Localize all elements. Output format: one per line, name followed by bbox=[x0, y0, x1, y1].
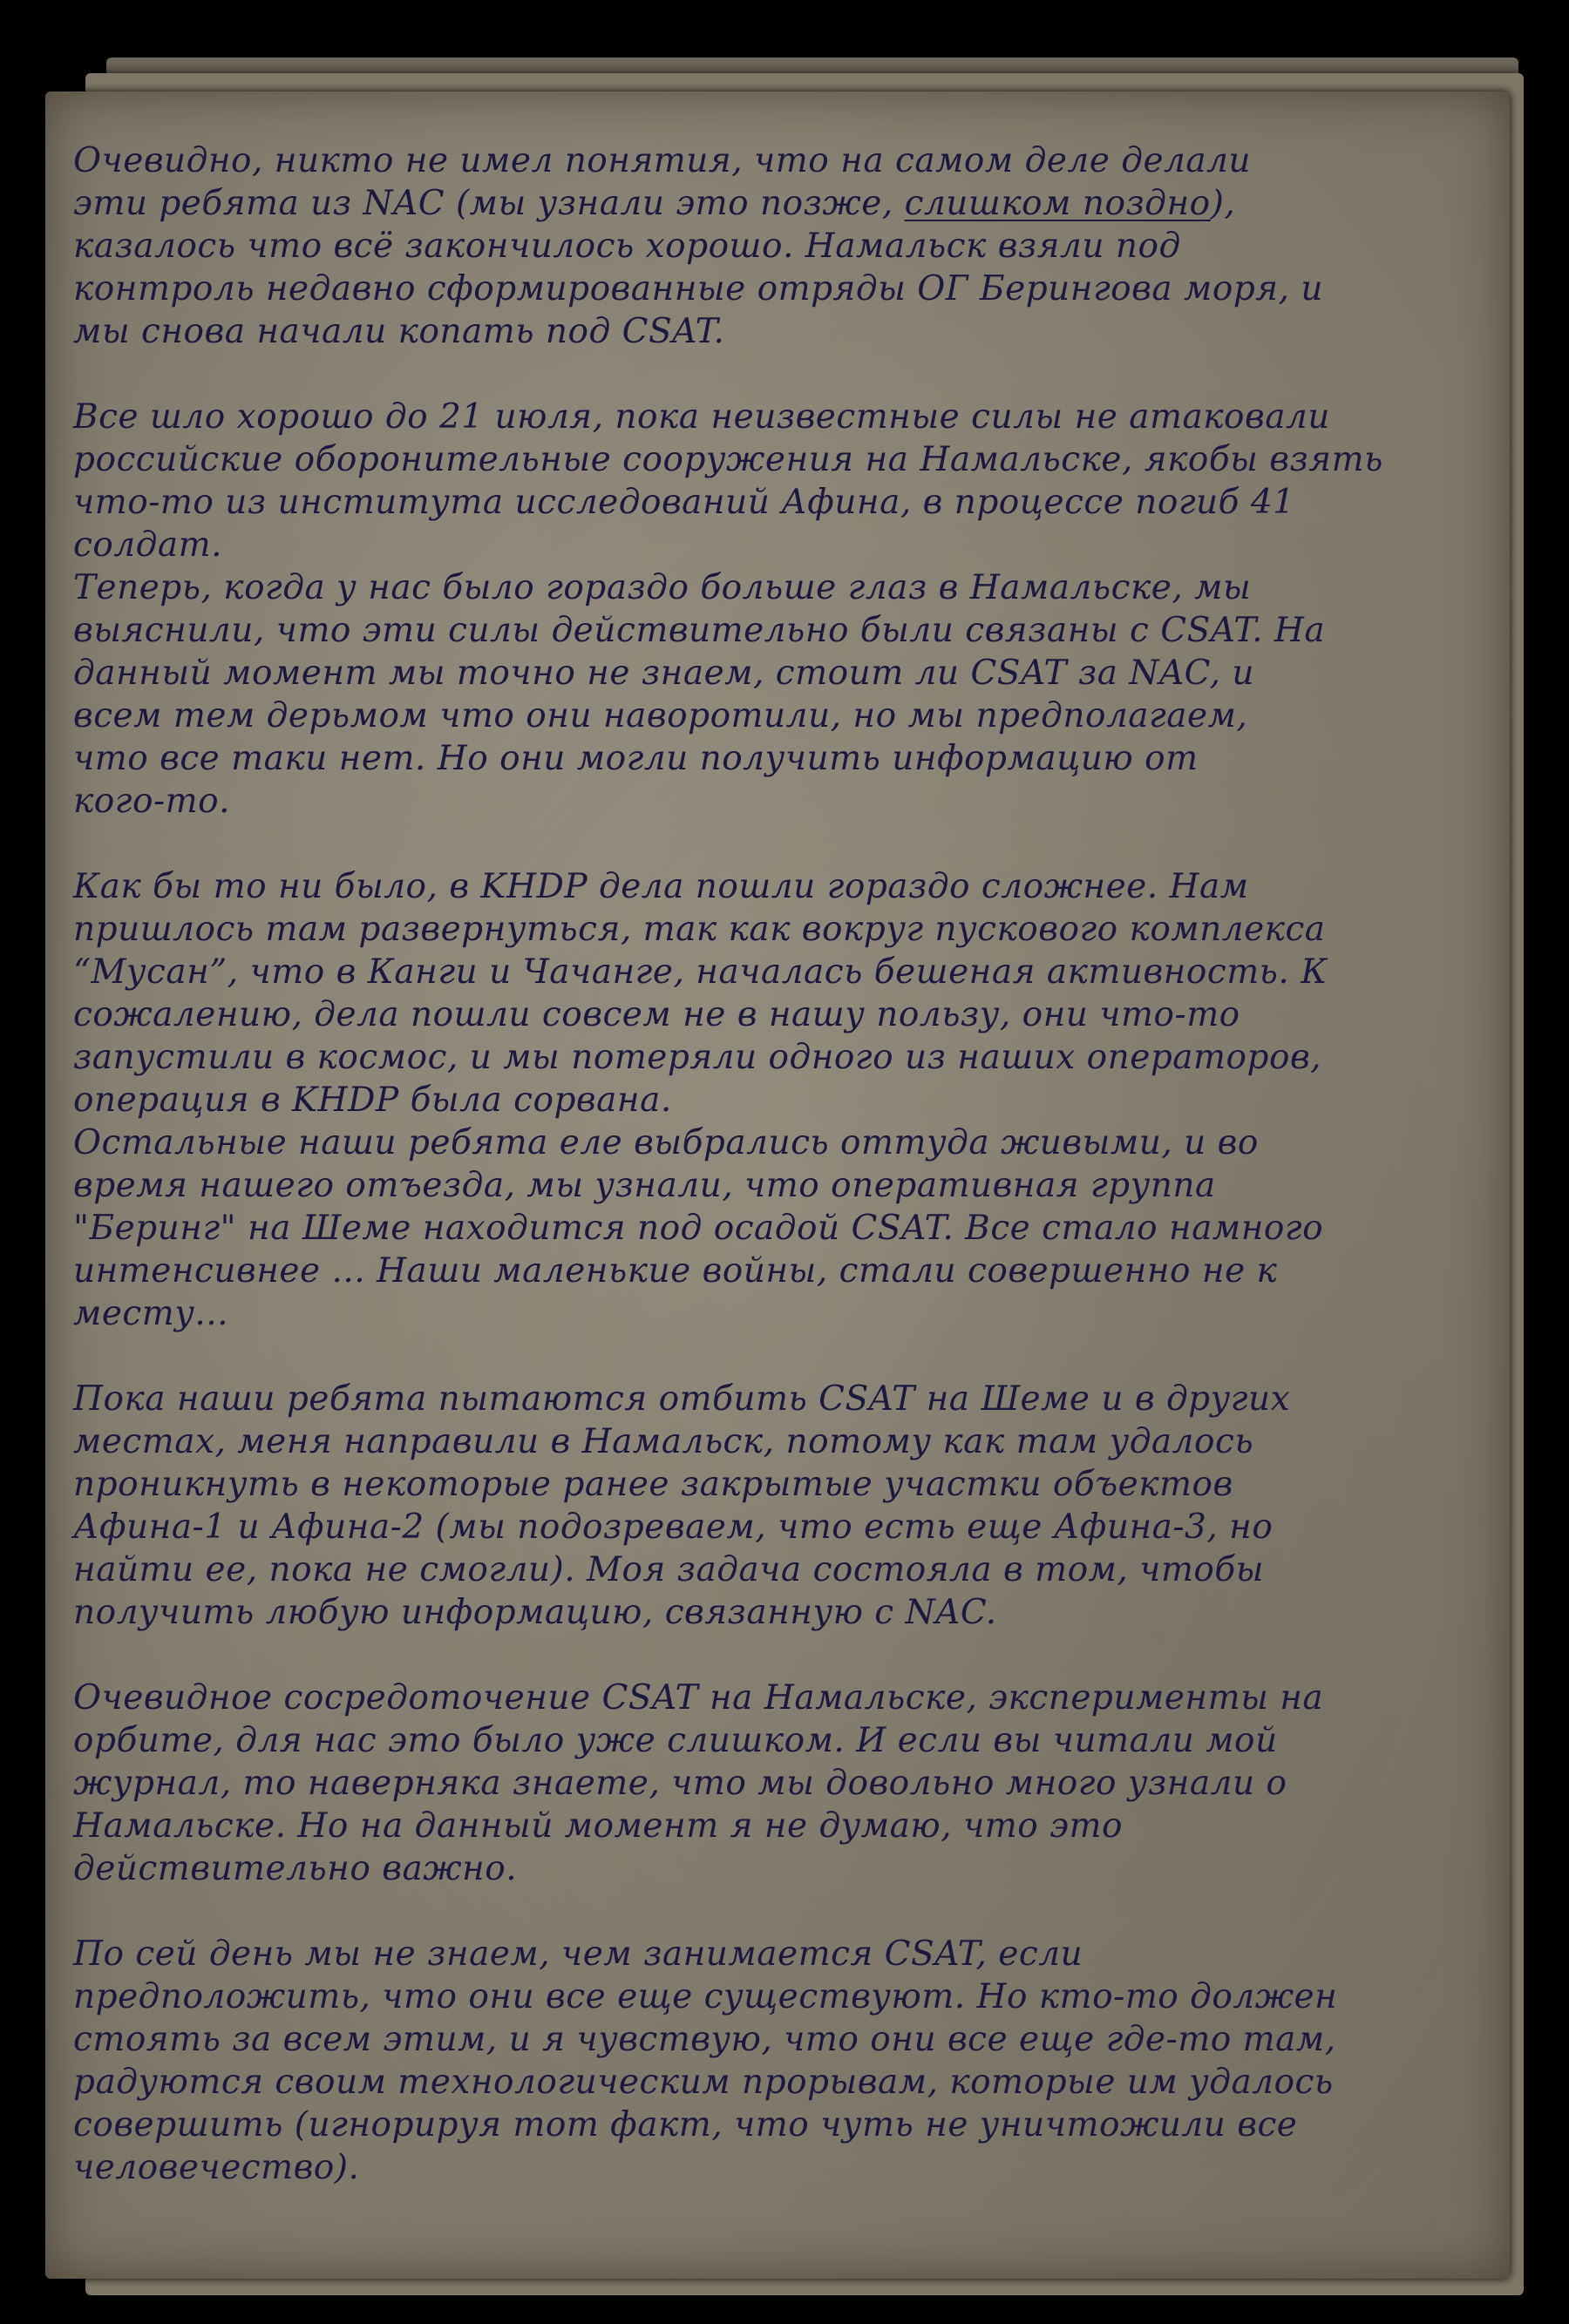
text-line bbox=[73, 566, 1468, 609]
text-line bbox=[73, 481, 1468, 524]
paragraph-gap bbox=[73, 823, 1468, 865]
text-line bbox=[73, 396, 1468, 438]
text-line bbox=[73, 1420, 1468, 1463]
paragraph bbox=[73, 139, 1468, 353]
text-segment: “Мусан”, что в Канги и Чачанге, началась бешеная активность. К bbox=[73, 952, 1328, 992]
text-line bbox=[73, 2018, 1468, 2061]
text-line bbox=[73, 139, 1468, 182]
text-line bbox=[73, 1292, 1468, 1335]
text-line bbox=[73, 268, 1468, 310]
text-line bbox=[73, 1207, 1468, 1250]
text-segment: Как бы то ни было, в KHDP дела пошли гораздо сложнее. Нам bbox=[73, 867, 1249, 906]
text-line bbox=[73, 1079, 1468, 1121]
text-segment: Все шло хорошо до 21 июля, пока неизвестные силы не атаковали bbox=[73, 397, 1330, 437]
text-segment: человечество). bbox=[73, 2148, 360, 2187]
paragraph-gap bbox=[73, 1335, 1468, 1378]
text-segment: проникнуть в некоторые ранее закрытые участки объектов bbox=[73, 1465, 1233, 1504]
text-segment: контроль недавно сформированные отряды ОГ Берингова моря, и bbox=[73, 269, 1324, 308]
text-line bbox=[73, 1164, 1468, 1207]
text-segment: предположить, что они все еще существуют. Но кто-то должен bbox=[73, 1977, 1338, 2016]
text-line bbox=[73, 1591, 1468, 1634]
text-segment: Остальные наши ребята еле выбрались оттуда живыми, и во bbox=[73, 1123, 1259, 1162]
text-segment: интенсивнее ... Наши маленькие войны, стали совершенно не к bbox=[73, 1251, 1278, 1291]
paragraph bbox=[73, 1378, 1468, 1634]
text-line bbox=[73, 1975, 1468, 2018]
text-line bbox=[73, 737, 1468, 780]
text-line bbox=[73, 1548, 1468, 1591]
text-line bbox=[73, 524, 1468, 566]
text-line bbox=[73, 1250, 1468, 1292]
text-segment: Теперь, когда у нас было гораздо больше глаз в Намальске, мы bbox=[73, 568, 1252, 607]
text-line bbox=[73, 1121, 1468, 1164]
journal-text bbox=[73, 139, 1468, 2189]
text-segment: Намальске. Но на данный момент я не думаю, что это bbox=[73, 1806, 1123, 1846]
text-line bbox=[73, 780, 1468, 823]
text-line bbox=[73, 1677, 1468, 1719]
text-line bbox=[73, 1506, 1468, 1548]
paragraph-gap bbox=[73, 353, 1468, 396]
text-segment: получить любую информацию, связанную с NAC. bbox=[73, 1593, 997, 1632]
text-line bbox=[73, 182, 1468, 225]
text-segment: орбите, для нас это было уже слишком. И если вы читали мой bbox=[73, 1721, 1278, 1760]
text-line bbox=[73, 1036, 1468, 1079]
text-segment: данный момент мы точно не знаем, стоит ли CSAT за NAC, и bbox=[73, 654, 1255, 693]
text-segment: действительно важно. bbox=[73, 1849, 518, 1888]
paragraph-gap bbox=[73, 1890, 1468, 1933]
text-line bbox=[73, 993, 1468, 1036]
text-segment: Очевидно, никто не имел понятия, что на самом деле делали bbox=[73, 141, 1252, 180]
text-line bbox=[73, 310, 1468, 353]
text-segment: стоять за всем этим, и я чувствую, что они все еще где-то там, bbox=[73, 2020, 1336, 2059]
underlined-phrase: слишком поздно bbox=[904, 184, 1211, 223]
text-segment: ), bbox=[1210, 184, 1236, 223]
text-segment: солдат. bbox=[73, 525, 223, 565]
text-line bbox=[73, 2146, 1468, 2189]
text-line bbox=[73, 1762, 1468, 1805]
text-line bbox=[73, 1463, 1468, 1506]
text-segment: совершить (игнорируя тот факт, что чуть не уничтожили все bbox=[73, 2105, 1298, 2144]
text-segment: операция в KHDP была сорвана. bbox=[73, 1081, 672, 1120]
text-segment: Пока наши ребята пытаются отбить CSAT на Шеме и в других bbox=[73, 1379, 1291, 1419]
text-line bbox=[73, 694, 1468, 737]
text-line bbox=[73, 1378, 1468, 1420]
text-segment: выяснили, что эти силы действительно были связаны с CSAT. На bbox=[73, 611, 1326, 650]
paragraph bbox=[73, 1677, 1468, 1890]
text-segment: местах, меня направили в Намальск, потому как там удалось bbox=[73, 1422, 1254, 1461]
text-segment: всем тем дерьмом что они наворотили, но мы предполагаем, bbox=[73, 696, 1248, 735]
text-segment: что-то из института исследований Афина, в процессе погиб 41 bbox=[73, 483, 1295, 522]
text-segment: кого-то. bbox=[73, 782, 230, 821]
text-segment: время нашего отъезда, мы узнали, что оперативная группа bbox=[73, 1166, 1216, 1205]
text-line bbox=[73, 2061, 1468, 2104]
text-line bbox=[73, 865, 1468, 908]
text-line bbox=[73, 1933, 1468, 1975]
text-line bbox=[73, 951, 1468, 993]
paragraph bbox=[73, 1933, 1468, 2189]
text-segment: пришлось там развернуться, так как вокруг пускового комплекса bbox=[73, 910, 1326, 949]
text-segment: радуются своим технологическим прорывам, которые им удалось bbox=[73, 2063, 1334, 2102]
text-segment: По сей день мы не знаем, чем занимается CSAT, если bbox=[73, 1934, 1083, 1974]
text-segment: эти ребята из NAC (мы узнали это позже, bbox=[73, 184, 905, 223]
text-segment: "Беринг" на Шеме находится под осадой CSAT. Все стало намного bbox=[73, 1209, 1324, 1248]
text-line bbox=[73, 609, 1468, 652]
paragraph-gap bbox=[73, 1634, 1468, 1677]
text-segment: Очевидное сосредоточение CSAT на Намальске, эксперименты на bbox=[73, 1678, 1324, 1718]
text-line bbox=[73, 908, 1468, 951]
text-line bbox=[73, 1719, 1468, 1762]
text-line bbox=[73, 1847, 1468, 1890]
text-segment: что все таки нет. Но они могли получить информацию от bbox=[73, 739, 1199, 778]
text-segment: мы снова начали копать под CSAT. bbox=[73, 312, 725, 351]
text-segment: Афина-1 и Афина-2 (мы подозреваем, что есть еще Афина-3, но bbox=[73, 1508, 1274, 1547]
paragraph bbox=[73, 396, 1468, 823]
text-segment: казалось что всё закончилось хорошо. Намальск взяли под bbox=[73, 227, 1181, 266]
text-line bbox=[73, 438, 1468, 481]
text-line bbox=[73, 652, 1468, 694]
text-segment: российские оборонительные сооружения на Намальске, якобы взять bbox=[73, 440, 1383, 479]
text-segment: запустили в космос, и мы потеряли одного из наших операторов, bbox=[73, 1038, 1322, 1077]
text-segment: найти ее, пока не смогли). Моя задача состояла в том, чтобы bbox=[73, 1550, 1264, 1589]
text-segment: журнал, то наверняка знаете, что мы довольно много узнали о bbox=[73, 1764, 1287, 1803]
text-line bbox=[73, 2104, 1468, 2146]
text-segment: сожалению, дела пошли совсем не в нашу пользу, они что-то bbox=[73, 995, 1240, 1034]
text-line bbox=[73, 1805, 1468, 1847]
text-segment: месту... bbox=[73, 1294, 229, 1333]
paragraph bbox=[73, 865, 1468, 1335]
text-line bbox=[73, 225, 1468, 268]
